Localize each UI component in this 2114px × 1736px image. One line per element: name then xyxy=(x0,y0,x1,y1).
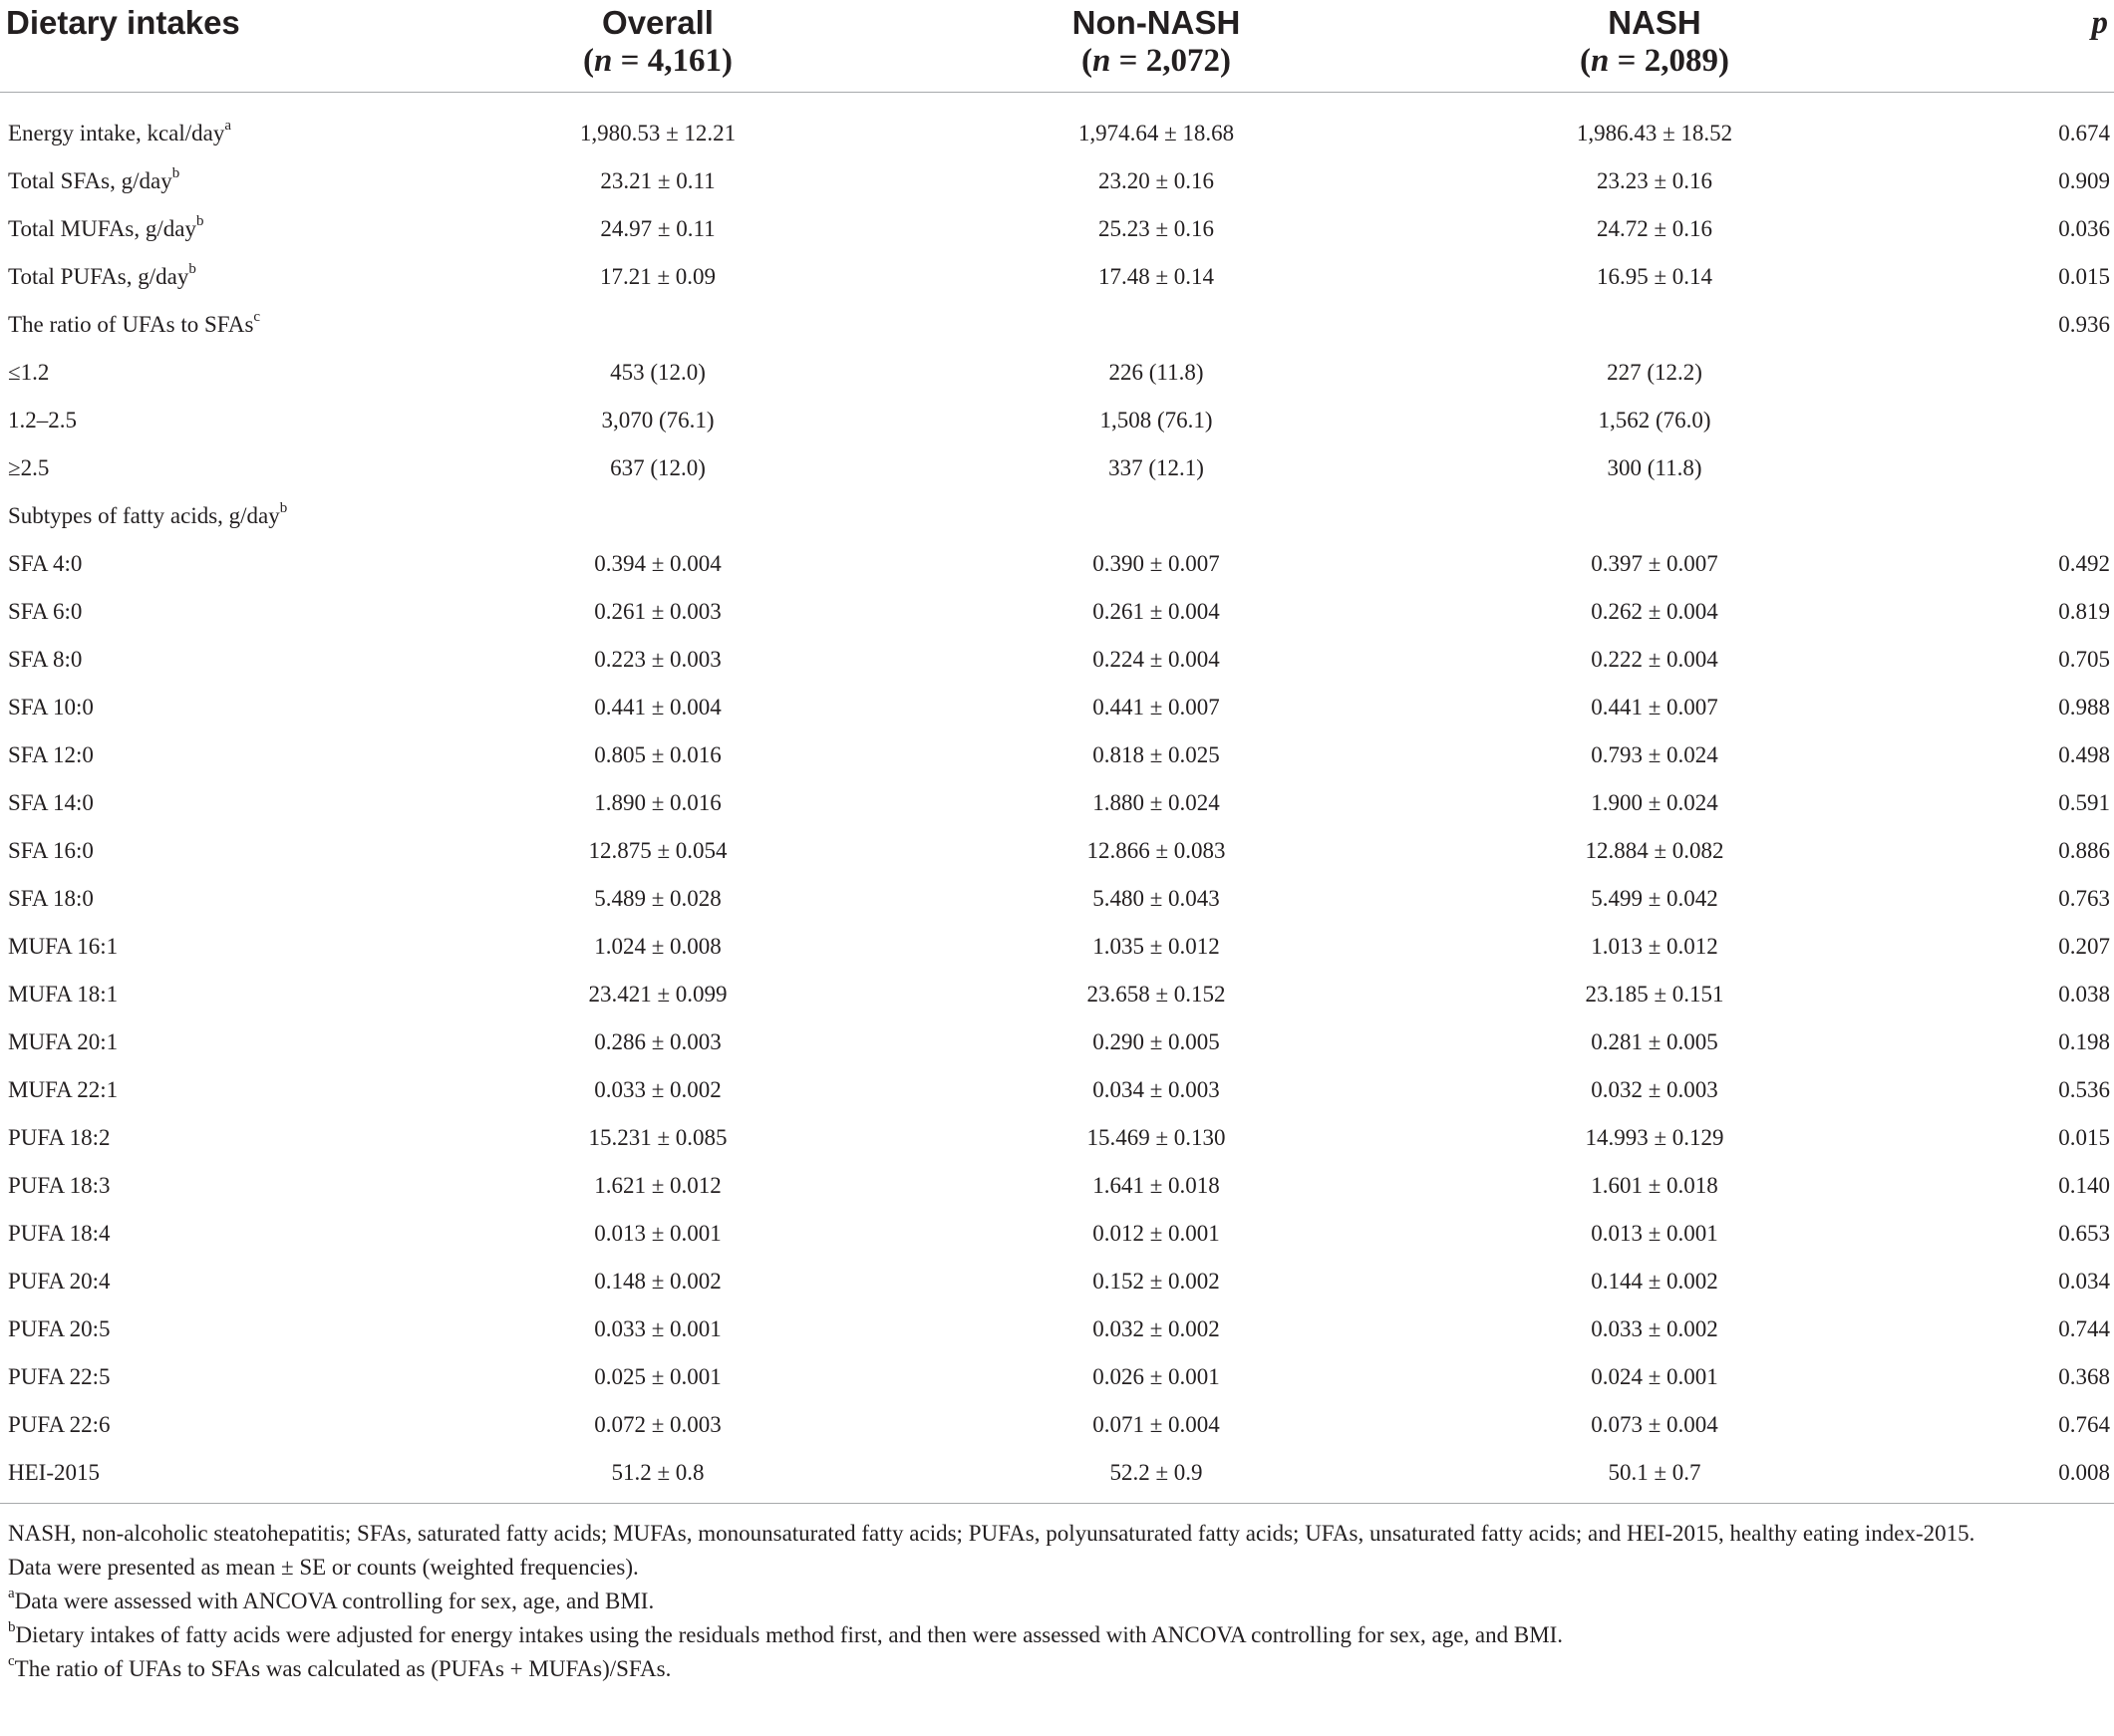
cell-overall: 0.033 ± 0.002 xyxy=(594,1077,722,1102)
footnote-c-text: The ratio of UFAs to SFAs was calculated as (PUFAs + MUFAs)/SFAs. xyxy=(14,1656,672,1681)
row-label-text: Total SFAs, g/day xyxy=(8,168,172,193)
cell-non-nash: 0.026 ± 0.001 xyxy=(1092,1364,1220,1389)
header-overall xyxy=(458,4,857,80)
cell-non-nash: 1,974.64 ± 18.68 xyxy=(1077,121,1235,145)
cell-nash: 0.397 ± 0.007 xyxy=(1591,551,1718,576)
row-label-text: SFA 6:0 xyxy=(8,599,83,624)
cell-nash: 1,986.43 ± 18.52 xyxy=(1576,121,1733,145)
cell-p-value: 0.886 xyxy=(2058,838,2110,863)
cell-nash: 50.1 ± 0.7 xyxy=(1608,1460,1701,1485)
table-row xyxy=(0,540,2114,588)
row-label-text: PUFA 22:5 xyxy=(8,1364,111,1389)
n-symbol: n xyxy=(594,43,613,79)
row-label-footnote-mark: a xyxy=(224,118,232,135)
table-row xyxy=(0,397,2114,444)
cell-non-nash: 0.032 ± 0.002 xyxy=(1092,1316,1220,1341)
non-nash-n-value: = 2,072) xyxy=(1118,43,1231,79)
footnote-c xyxy=(8,1652,2101,1686)
cell-non-nash: 0.071 ± 0.004 xyxy=(1092,1412,1220,1437)
n-symbol: n xyxy=(1591,43,1610,79)
table-row xyxy=(0,923,2114,971)
table-row xyxy=(0,731,2114,779)
row-label-text: SFA 14:0 xyxy=(8,790,94,815)
paren-open: ( xyxy=(583,43,595,79)
row-label xyxy=(8,110,231,157)
cell-overall: 15.231 ± 0.085 xyxy=(588,1125,728,1150)
cell-overall: 3,070 (76.1) xyxy=(601,408,715,433)
table-body xyxy=(0,110,2114,1497)
footer-rule xyxy=(0,1503,2114,1504)
row-label xyxy=(8,205,204,253)
table-section-row xyxy=(0,492,2114,540)
cell-nash: 0.441 ± 0.007 xyxy=(1591,695,1718,720)
cell-p-value: 0.368 xyxy=(2058,1364,2110,1389)
footnote-c-mark: c xyxy=(8,1653,15,1670)
cell-p-value: 0.988 xyxy=(2058,695,2110,720)
table-row xyxy=(0,779,2114,827)
table-row xyxy=(0,1162,2114,1210)
cell-nash: 227 (12.2) xyxy=(1607,360,1702,385)
row-label xyxy=(8,1114,110,1162)
row-label xyxy=(8,875,94,923)
cell-p-value: 0.591 xyxy=(2058,790,2110,815)
row-label-text: MUFA 16:1 xyxy=(8,934,119,959)
table-row xyxy=(0,349,2114,397)
cell-overall: 0.223 ± 0.003 xyxy=(594,647,722,672)
row-label xyxy=(8,1401,110,1449)
cell-overall: 24.97 ± 0.11 xyxy=(600,216,716,241)
cell-p-value: 0.198 xyxy=(2058,1029,2110,1054)
cell-p-value: 0.008 xyxy=(2058,1460,2110,1485)
header-overall-n xyxy=(458,42,857,80)
cell-overall: 1,980.53 ± 12.21 xyxy=(579,121,737,145)
table-row xyxy=(0,157,2114,205)
row-label-text: PUFA 18:2 xyxy=(8,1125,111,1150)
cell-nash: 0.144 ± 0.002 xyxy=(1591,1269,1718,1294)
cell-nash: 16.95 ± 0.14 xyxy=(1596,264,1713,289)
cell-overall: 23.421 ± 0.099 xyxy=(588,982,728,1007)
table-row xyxy=(0,253,2114,301)
header-rule xyxy=(0,92,2114,93)
row-label-text: SFA 18:0 xyxy=(8,886,94,911)
row-label xyxy=(8,1018,118,1066)
cell-overall: 1.890 ± 0.016 xyxy=(594,790,722,815)
cell-p-value: 0.034 xyxy=(2058,1269,2110,1294)
n-symbol: n xyxy=(1092,43,1111,79)
row-label xyxy=(8,1449,100,1497)
cell-non-nash: 0.290 ± 0.005 xyxy=(1092,1029,1220,1054)
row-label xyxy=(8,1162,110,1210)
row-label-text: PUFA 18:3 xyxy=(8,1173,111,1198)
cell-p-value: 0.744 xyxy=(2058,1316,2110,1341)
row-label-text: MUFA 20:1 xyxy=(8,1029,119,1054)
cell-nash: 14.993 ± 0.129 xyxy=(1585,1125,1724,1150)
cell-p-value: 0.207 xyxy=(2058,934,2110,959)
table-row xyxy=(0,1210,2114,1258)
row-label xyxy=(8,731,94,779)
row-label-text: SFA 8:0 xyxy=(8,647,83,672)
table-row xyxy=(0,205,2114,253)
row-label-text: PUFA 20:5 xyxy=(8,1316,111,1341)
footnote-b-mark: b xyxy=(8,1619,16,1636)
row-label-footnote-mark: c xyxy=(253,309,261,326)
cell-nash: 12.884 ± 0.082 xyxy=(1585,838,1724,863)
row-label xyxy=(8,1305,110,1353)
header-overall-title: Overall xyxy=(602,4,714,41)
cell-nash: 0.262 ± 0.004 xyxy=(1591,599,1718,624)
header-non-nash-n xyxy=(957,42,1356,80)
row-label xyxy=(8,588,82,636)
table-row xyxy=(0,1066,2114,1114)
paren-open: ( xyxy=(1081,43,1093,79)
row-label xyxy=(8,923,118,971)
cell-overall: 1.621 ± 0.012 xyxy=(594,1173,722,1198)
cell-nash: 5.499 ± 0.042 xyxy=(1591,886,1718,911)
row-label-footnote-mark: b xyxy=(279,500,288,517)
cell-overall: 12.875 ± 0.054 xyxy=(588,838,728,863)
cell-overall: 0.025 ± 0.001 xyxy=(594,1364,722,1389)
cell-non-nash: 25.23 ± 0.16 xyxy=(1097,216,1215,241)
cell-nash: 23.23 ± 0.16 xyxy=(1596,168,1713,193)
nash-n-value: = 2,089) xyxy=(1617,43,1729,79)
cell-overall: 0.148 ± 0.002 xyxy=(594,1269,722,1294)
row-label-text: Total MUFAs, g/day xyxy=(8,216,196,241)
header-nash-n xyxy=(1455,42,1854,80)
cell-non-nash: 15.469 ± 0.130 xyxy=(1086,1125,1226,1150)
cell-nash: 1.900 ± 0.024 xyxy=(1591,790,1718,815)
table-section-row xyxy=(0,301,2114,349)
footnote-a-mark: a xyxy=(8,1586,15,1602)
cell-overall: 5.489 ± 0.028 xyxy=(594,886,722,911)
footnote-a-text: Data were assessed with ANCOVA controlling for sex, age, and BMI. xyxy=(14,1589,655,1613)
row-label-text: Energy intake, kcal/day xyxy=(8,121,225,145)
row-label xyxy=(8,636,82,684)
row-label-text: SFA 10:0 xyxy=(8,695,94,720)
cell-nash: 0.032 ± 0.003 xyxy=(1591,1077,1718,1102)
cell-nash: 1.013 ± 0.012 xyxy=(1591,934,1718,959)
cell-overall: 1.024 ± 0.008 xyxy=(594,934,722,959)
cell-nash: 0.222 ± 0.004 xyxy=(1591,647,1718,672)
footnote-b xyxy=(8,1618,2101,1652)
table-row xyxy=(0,1114,2114,1162)
row-label xyxy=(8,540,82,588)
cell-overall: 0.394 ± 0.004 xyxy=(594,551,722,576)
table-row xyxy=(0,110,2114,157)
footnote-a xyxy=(8,1585,2101,1618)
row-label-footnote-mark: b xyxy=(196,213,204,230)
cell-nash: 23.185 ± 0.151 xyxy=(1585,982,1724,1007)
row-label xyxy=(8,301,260,349)
row-label-text: PUFA 22:6 xyxy=(8,1412,111,1437)
row-label xyxy=(8,253,196,301)
row-label-text: PUFA 20:4 xyxy=(8,1269,111,1294)
cell-p-value: 0.936 xyxy=(2058,312,2110,337)
cell-nash: 0.013 ± 0.001 xyxy=(1591,1221,1718,1246)
table-row xyxy=(0,1401,2114,1449)
row-label-text: MUFA 22:1 xyxy=(8,1077,119,1102)
table-row xyxy=(0,971,2114,1018)
row-label xyxy=(8,1210,110,1258)
row-label xyxy=(8,397,77,444)
cell-nash: 0.024 ± 0.001 xyxy=(1591,1364,1718,1389)
table-row xyxy=(0,1018,2114,1066)
row-label-text: HEI-2015 xyxy=(8,1460,100,1485)
row-label-text: MUFA 18:1 xyxy=(8,982,119,1007)
row-label-text: PUFA 18:4 xyxy=(8,1221,111,1246)
cell-overall: 0.261 ± 0.003 xyxy=(594,599,722,624)
table-row xyxy=(0,684,2114,731)
table-row xyxy=(0,875,2114,923)
cell-p-value: 0.819 xyxy=(2058,599,2110,624)
cell-non-nash: 1.035 ± 0.012 xyxy=(1092,934,1220,959)
row-label-text: SFA 12:0 xyxy=(8,742,94,767)
cell-p-value: 0.498 xyxy=(2058,742,2110,767)
cell-non-nash: 52.2 ± 0.9 xyxy=(1109,1460,1203,1485)
row-label-text: Subtypes of fatty acids, g/day xyxy=(8,503,280,528)
cell-overall: 637 (12.0) xyxy=(610,455,706,480)
footnote-b-text: Dietary intakes of fatty acids were adjusted for energy intakes using the residuals method first, and then were assessed with ANCOVA controlling for sex, age, and BMI. xyxy=(15,1622,1564,1647)
cell-non-nash: 337 (12.1) xyxy=(1108,455,1204,480)
cell-non-nash: 12.866 ± 0.083 xyxy=(1086,838,1226,863)
cell-p-value: 0.674 xyxy=(2058,121,2110,145)
overall-n-value: = 4,161) xyxy=(620,43,733,79)
cell-p-value: 0.653 xyxy=(2058,1221,2110,1246)
table-row xyxy=(0,1258,2114,1305)
cell-p-value: 0.036 xyxy=(2058,216,2110,241)
header-nash-title: NASH xyxy=(1608,4,1701,41)
cell-non-nash: 1,508 (76.1) xyxy=(1099,408,1213,433)
footnote-abbreviations: NASH, non-alcoholic steatohepatitis; SFAs, saturated fatty acids; MUFAs, monounsaturated fatty acids; PUFAs, polyunsaturated fatty acids; UFAs, unsaturated fatty acids; and HEI-2015, healthy eating index-2015. xyxy=(8,1521,1975,1546)
row-label-footnote-mark: b xyxy=(171,165,180,182)
table-row xyxy=(0,1449,2114,1497)
row-label xyxy=(8,444,49,492)
table-row xyxy=(0,636,2114,684)
row-label xyxy=(8,971,118,1018)
cell-p-value: 0.140 xyxy=(2058,1173,2110,1198)
header-nash xyxy=(1455,4,1854,80)
row-label xyxy=(8,1353,110,1401)
table-row xyxy=(0,588,2114,636)
table-header xyxy=(0,0,2114,90)
row-label-text: ≤1.2 xyxy=(8,360,50,385)
cell-non-nash: 0.034 ± 0.003 xyxy=(1092,1077,1220,1102)
table-row xyxy=(0,827,2114,875)
cell-p-value: 0.909 xyxy=(2058,168,2110,193)
cell-non-nash: 23.20 ± 0.16 xyxy=(1097,168,1215,193)
paren-open: ( xyxy=(1580,43,1592,79)
header-p-value: p xyxy=(2091,5,2108,41)
cell-non-nash: 0.012 ± 0.001 xyxy=(1092,1221,1220,1246)
cell-non-nash: 5.480 ± 0.043 xyxy=(1092,886,1220,911)
cell-nash: 0.073 ± 0.004 xyxy=(1591,1412,1718,1437)
cell-non-nash: 0.818 ± 0.025 xyxy=(1092,742,1220,767)
row-label xyxy=(8,1066,118,1114)
cell-non-nash: 0.224 ± 0.004 xyxy=(1092,647,1220,672)
footnote-data-note: Data were presented as mean ± SE or counts (weighted frequencies). xyxy=(8,1555,639,1580)
cell-non-nash: 23.658 ± 0.152 xyxy=(1086,982,1226,1007)
cell-non-nash: 1.641 ± 0.018 xyxy=(1092,1173,1220,1198)
cell-nash: 300 (11.8) xyxy=(1607,455,1702,480)
cell-overall: 0.441 ± 0.004 xyxy=(594,695,722,720)
cell-p-value: 0.764 xyxy=(2058,1412,2110,1437)
cell-non-nash: 1.880 ± 0.024 xyxy=(1092,790,1220,815)
cell-overall: 0.013 ± 0.001 xyxy=(594,1221,722,1246)
cell-p-value: 0.038 xyxy=(2058,982,2110,1007)
row-label-text: ≥2.5 xyxy=(8,455,50,480)
cell-overall: 17.21 ± 0.09 xyxy=(599,264,717,289)
cell-overall: 0.072 ± 0.003 xyxy=(594,1412,722,1437)
cell-non-nash: 0.261 ± 0.004 xyxy=(1092,599,1220,624)
cell-p-value: 0.705 xyxy=(2058,647,2110,672)
row-label-text: SFA 16:0 xyxy=(8,838,94,863)
cell-non-nash: 0.441 ± 0.007 xyxy=(1092,695,1220,720)
table-row xyxy=(0,444,2114,492)
cell-p-value: 0.492 xyxy=(2058,551,2110,576)
cell-nash: 1,562 (76.0) xyxy=(1598,408,1711,433)
cell-p-value: 0.015 xyxy=(2058,264,2110,289)
cell-overall: 0.286 ± 0.003 xyxy=(594,1029,722,1054)
row-label-text: Total PUFAs, g/day xyxy=(8,264,189,289)
cell-p-value: 0.536 xyxy=(2058,1077,2110,1102)
row-label xyxy=(8,827,94,875)
cell-p-value: 0.763 xyxy=(2058,886,2110,911)
row-label-text: 1.2–2.5 xyxy=(8,408,77,433)
cell-nash: 0.033 ± 0.002 xyxy=(1591,1316,1718,1341)
row-label xyxy=(8,492,287,540)
row-label xyxy=(8,1258,110,1305)
cell-non-nash: 0.390 ± 0.007 xyxy=(1092,551,1220,576)
row-label xyxy=(8,684,94,731)
cell-nash: 1.601 ± 0.018 xyxy=(1591,1173,1718,1198)
table-footnotes xyxy=(8,1517,2101,1686)
row-label xyxy=(8,157,179,205)
cell-non-nash: 226 (11.8) xyxy=(1108,360,1204,385)
cell-non-nash: 0.152 ± 0.002 xyxy=(1092,1269,1220,1294)
header-dietary-intakes: Dietary intakes xyxy=(6,4,240,41)
table-row xyxy=(0,1305,2114,1353)
header-non-nash xyxy=(957,4,1356,80)
cell-non-nash: 17.48 ± 0.14 xyxy=(1097,264,1215,289)
row-label-text: SFA 4:0 xyxy=(8,551,83,576)
row-label-text: The ratio of UFAs to SFAs xyxy=(8,312,254,337)
cell-overall: 23.21 ± 0.11 xyxy=(600,168,716,193)
cell-p-value: 0.015 xyxy=(2058,1125,2110,1150)
cell-overall: 51.2 ± 0.8 xyxy=(611,1460,705,1485)
row-label xyxy=(8,349,49,397)
cell-overall: 0.033 ± 0.001 xyxy=(594,1316,722,1341)
cell-nash: 0.793 ± 0.024 xyxy=(1591,742,1718,767)
cell-overall: 0.805 ± 0.016 xyxy=(594,742,722,767)
row-label-footnote-mark: b xyxy=(188,261,196,278)
cell-nash: 0.281 ± 0.005 xyxy=(1591,1029,1718,1054)
row-label xyxy=(8,779,94,827)
cell-nash: 24.72 ± 0.16 xyxy=(1596,216,1713,241)
table-row xyxy=(0,1353,2114,1401)
cell-overall: 453 (12.0) xyxy=(610,360,706,385)
header-non-nash-title: Non-NASH xyxy=(1071,4,1241,41)
